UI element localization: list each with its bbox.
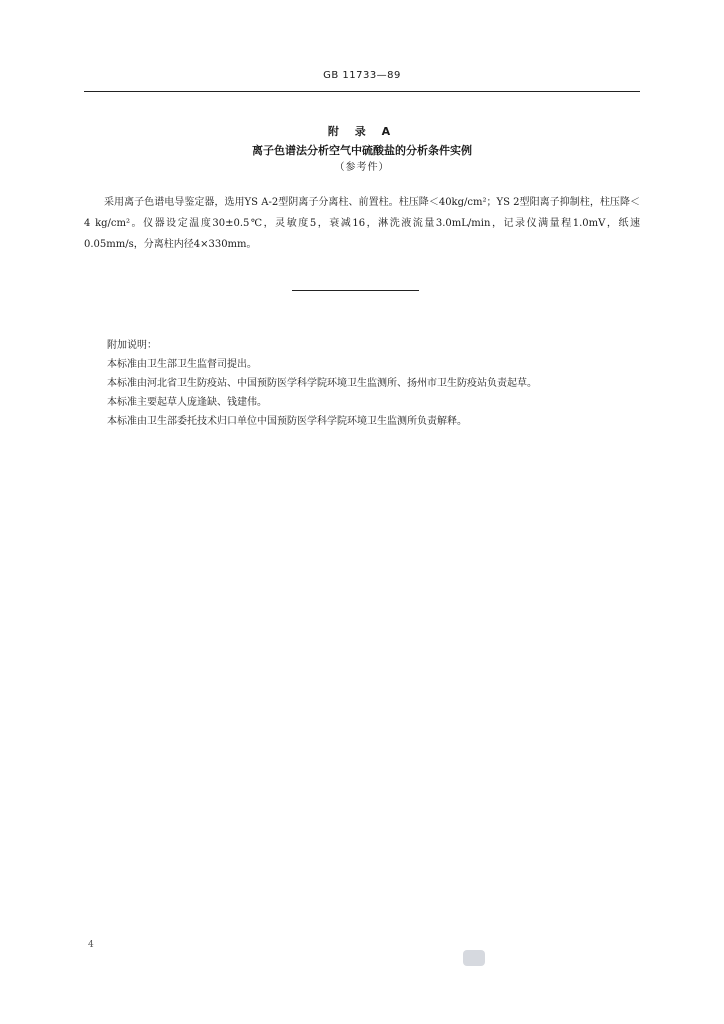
appendix-note: （参考件） — [334, 162, 390, 173]
appendix-subtitle: 离子色谱法分析空气中硫酸盐的分析条件实例 — [252, 144, 472, 157]
section-divider — [292, 290, 419, 291]
body-paragraph: 采用离子色谱电导鉴定器，选用YS A-2型阴离子分离柱、前置柱。柱压降＜40kg/cm²；YS 2型阳离子抑制柱，柱压降＜4 kg/cm²。仪器设定温度30±0.5℃，灵敏度5，衰减16，淋洗液流量3.0mL/min，记录仪满量程1.0mV，纸速0.05mm/s，分离柱内径4×330mm。 — [84, 197, 640, 250]
appendix-heading — [0, 124, 724, 176]
header-rule — [84, 91, 640, 92]
notes-line: 本标准主要起草人庞逢缺、钱建伟。 — [107, 397, 267, 408]
standard-code: GB 11733—89 — [323, 70, 401, 81]
notes-line: 本标准由卫生部委托技术归口单位中国预防医学科学院环境卫生监测所负责解释。 — [107, 416, 467, 427]
notes-line: 本标准由卫生部卫生监督司提出。 — [107, 359, 257, 370]
additional-notes — [107, 336, 647, 431]
notes-line: 本标准由河北省卫生防疫站、中国预防医学科学院环境卫生监测所、扬州市卫生防疫站负责起草。 — [107, 378, 537, 389]
body-section — [84, 192, 640, 255]
notes-heading: 附加说明： — [107, 340, 157, 351]
appendix-title: 附 录 A — [327, 125, 397, 138]
page-number: 4 — [88, 940, 94, 950]
watermark-stamp-icon — [463, 950, 485, 966]
